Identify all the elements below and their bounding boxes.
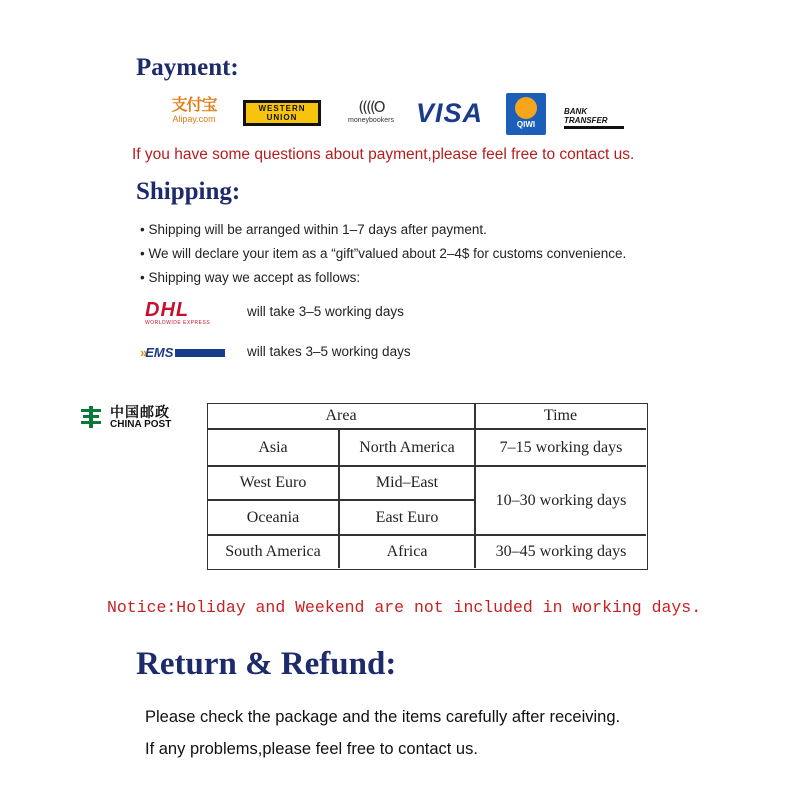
shipping-bullet-ways: • Shipping way we accept as follows: [140, 270, 361, 285]
western-union-logo-line2: UNION [266, 113, 298, 122]
alipay-logo-cn: 支付宝 [171, 95, 217, 114]
western-union-logo-fill [246, 103, 318, 123]
table-header-time: Time [543, 407, 578, 424]
table-cell-africa: Africa [386, 543, 428, 560]
payment-contact-note: If you have some questions about payment,please feel free to contact us. [132, 146, 635, 163]
ems-logo-text: EMS [145, 345, 174, 360]
qiwi-ball-icon [515, 97, 537, 119]
table-cell-south-america: South America [225, 543, 321, 560]
china-post-logo [78, 402, 188, 432]
moneybookers-rings-icon: ((((O [358, 98, 384, 116]
refund-line-contact: If any problems,please feel free to contact us. [145, 740, 478, 758]
ems-logo [140, 344, 236, 362]
china-post-icon [78, 404, 104, 430]
bank-transfer-logo [564, 107, 624, 125]
dhl-logo-subtext: WORLDWIDE EXPRESS [145, 320, 211, 326]
holiday-notice: Notice:Holiday and Weekend are not included in working days. [107, 598, 702, 617]
qiwi-logo [506, 93, 546, 135]
bank-transfer-logo-text: BANK TRANSFER [564, 107, 608, 125]
shipping-time-table [207, 403, 648, 570]
table-cell-time-3: 30–45 working days [495, 543, 627, 560]
table-cell-asia: Asia [258, 438, 288, 456]
dhl-logo [145, 300, 221, 326]
qiwi-logo-text: QIWI [516, 120, 536, 129]
table-cell-east-euro: East Euro [375, 508, 439, 526]
china-post-cn: 中国邮政 [110, 405, 170, 421]
table-header-area: Area [325, 407, 357, 424]
ems-chevron-icon: » [140, 345, 148, 360]
refund-heading: Return & Refund: [136, 646, 397, 682]
table-cell-time-1: 7–15 working days [499, 438, 623, 456]
dhl-logo-text: DHL [145, 299, 190, 321]
moneybookers-logo-text: moneybookers [348, 117, 394, 124]
shipping-bullet-declare: • We will declare your item as a “gift”valued about 2–4$ for customs convenience. [140, 246, 627, 261]
table-cell-time-2: 10–30 working days [495, 491, 627, 509]
china-post-en: CHINA POST [110, 419, 172, 430]
table-cell-north-america: North America [359, 438, 455, 456]
table-cell-oceania: Oceania [246, 508, 300, 526]
moneybookers-logo [344, 98, 398, 128]
alipay-logo [163, 96, 225, 130]
ems-delivery-time: will takes 3–5 working days [247, 344, 411, 359]
shipping-bullet-arrange: • Shipping will be arranged within 1–7 days after payment. [140, 222, 487, 237]
table-cell-west-euro: West Euro [239, 474, 307, 491]
visa-logo: VISA [416, 98, 484, 128]
shipping-heading: Shipping: [136, 178, 241, 205]
western-union-logo [243, 100, 321, 126]
bank-transfer-bar [564, 126, 624, 129]
table-cell-mid-east: Mid–East [375, 474, 439, 491]
western-union-logo-line1: WESTERN [258, 104, 306, 113]
payment-heading: Payment: [136, 54, 239, 81]
alipay-logo-en: Alipay.com [172, 114, 216, 124]
refund-line-check: Please check the package and the items carefully after receiving. [145, 708, 621, 726]
dhl-delivery-time: will take 3–5 working days [247, 304, 404, 319]
ems-bar [175, 349, 225, 357]
